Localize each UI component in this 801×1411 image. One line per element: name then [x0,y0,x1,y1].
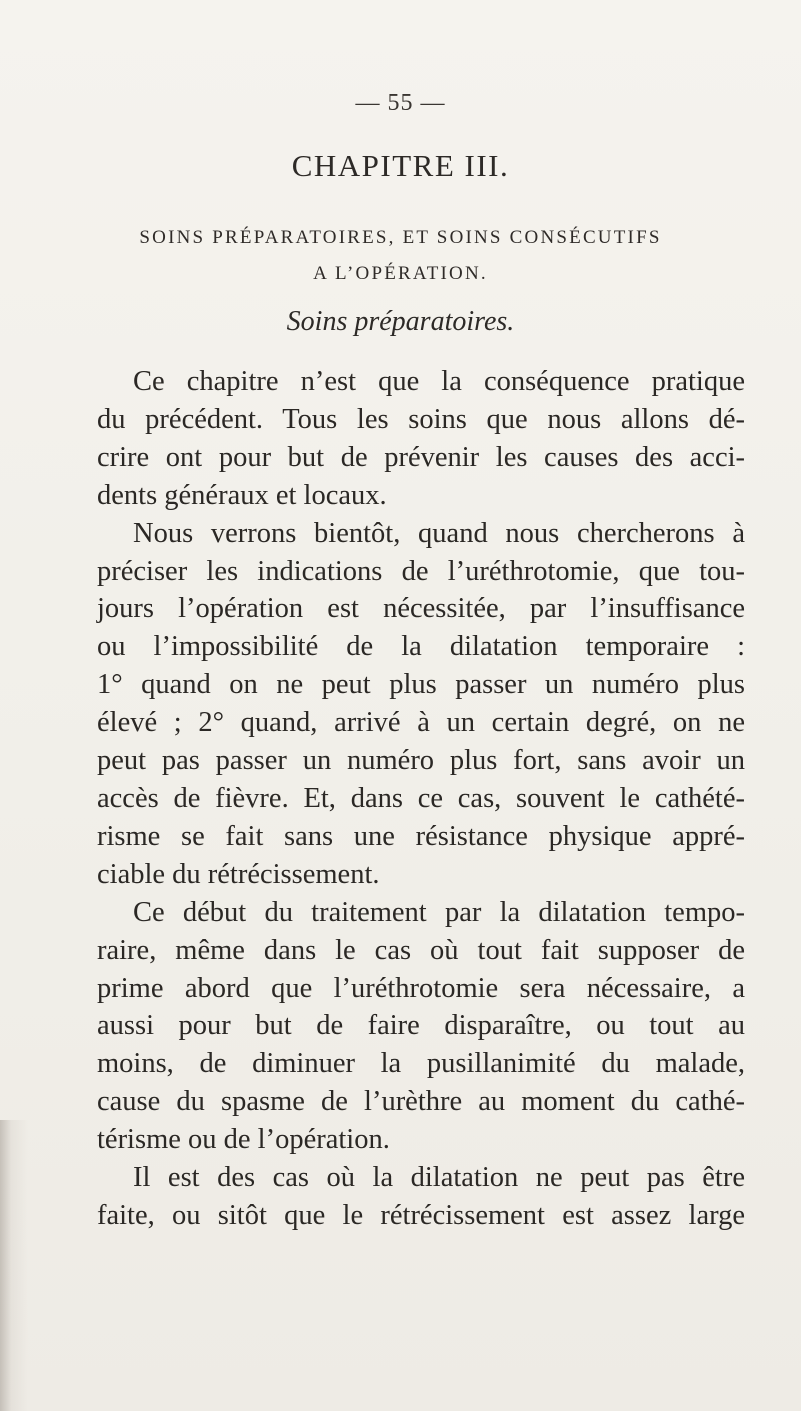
text-line: ciable du rétrécissement. [97,858,380,890]
page-binding-shadow [0,1120,28,1411]
text-line: du précédent. Tous les soins que nous allons dé- [97,403,745,435]
text-line: 1° quand on ne peut plus passer un numéro plus [97,669,745,701]
text-line: moins, de diminuer la pusillanimité du malade, [97,1048,745,1080]
section-title [0,220,801,292]
section-title-line: A L’OPÉRATION. [313,263,488,284]
text-line: cause du spasme de l’urèthre au moment du cathé- [97,1086,745,1118]
text-line: élevé ; 2° quand, arrivé à un certain degré, on ne [97,707,745,739]
text-line: accès de fièvre. Et, dans ce cas, souvent le cathété- [97,782,745,814]
section-title-line: SOINS PRÉPARATOIRES, ET SOINS CONSÉCUTIFS [139,227,662,248]
text-line: Nous verrons bientôt, quand nous chercherons à [133,517,745,549]
text-line: préciser les indications de l’uréthrotomie, que tou- [97,555,745,587]
chapter-heading: CHAPITRE III. [291,148,510,183]
text-line: Ce chapitre n’est que la conséquence pratique [133,366,745,397]
text-line: dents généraux et locaux. [97,479,387,511]
text-line: faite, ou sitôt que le rétrécissement est assez large [97,1199,745,1231]
text-line: térisme ou de l’opération. [97,1124,390,1156]
subsection-title: Soins préparatoires. [286,306,515,337]
text-line: Il est des cas où la dilatation ne peut pas être [133,1162,745,1194]
text-line: ou l’impossibilité de la dilatation temporaire : [97,631,745,663]
body-text [97,363,745,1235]
text-line: risme se fait sans une résistance physique appré- [97,820,745,852]
text-line: Ce début du traitement par la dilatation tempo- [133,896,745,928]
text-line: aussi pour but de faire disparaître, ou tout au [97,1010,745,1042]
text-line: prime abord que l’uréthrotomie sera nécessaire, a [97,972,745,1004]
text-line: jours l’opération est nécessitée, par l’insuffisance [97,593,745,625]
text-line: raire, même dans le cas où tout fait supposer de [97,934,745,966]
text-line: peut pas passer un numéro plus fort, sans avoir un [97,745,745,777]
page-number: — 55 — [355,90,446,116]
text-line: crire ont pour but de prévenir les causes des acci- [97,441,745,473]
